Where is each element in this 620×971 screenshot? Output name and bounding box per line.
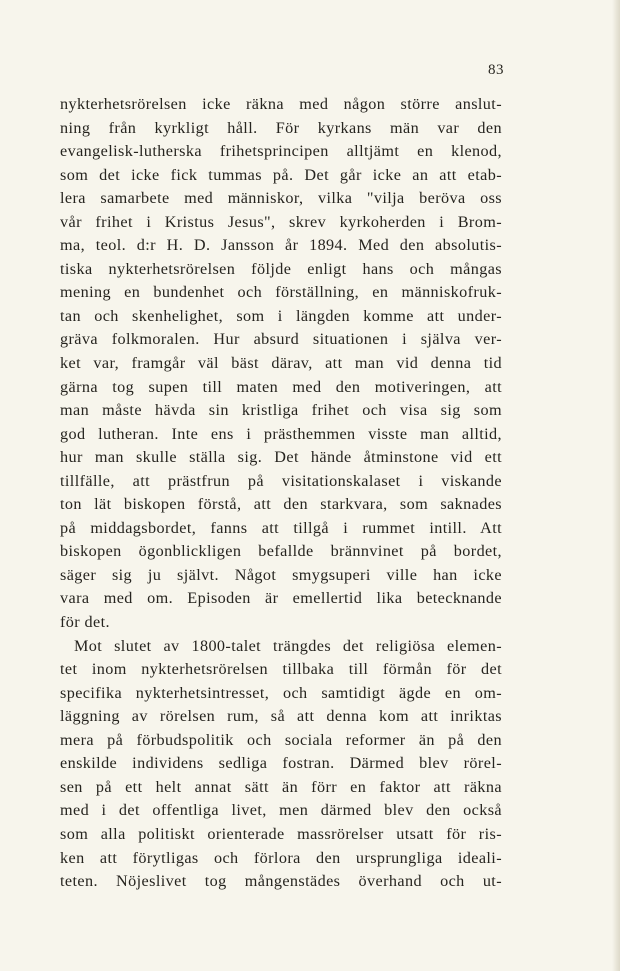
text-line: tillfälle, att prästfrun på visitationskalaset i viskande [60,471,502,490]
text-line: god lutheran. Inte ens i prästhemmen visste man alltid, [60,424,502,443]
text-line: tet inom nykterhetsrörelsen tillbaka till förmån för det [60,660,502,679]
text-line: nykterhetsrörelsen icke räkna med någon större anslut- [60,95,502,113]
text-line: ning från kyrkligt håll. För kyrkans män var den [60,118,502,137]
text-line: Mot slutet av 1800-talet trängdes det religiösa elemen- [74,636,502,655]
text-line: läggning av rörelsen rum, så att denna kom att inriktas [60,707,502,726]
text-line: med i det offentliga livet, men därmed blev den också [60,801,502,820]
text-line: teten. Nöjeslivet tog mångenstädes överhand och ut- [60,872,502,891]
text-line: biskopen ögonblickligen befallde brännvinet på bordet, [60,542,502,561]
text-line: gärna tog supen till maten med den motiveringen, att [60,377,502,396]
page-number: 83 [488,62,504,78]
text-line: ma, teol. d:r H. D. Jansson år 1894. Med den absolutis- [60,236,502,255]
text-line: gräva folkmoralen. Hur absurd situationen i själva ver- [60,330,502,349]
text-line: enskilde individens sedliga fostran. Därmed blev rörel- [60,754,502,773]
text-line: evangelisk-lutherska frihetsprincipen alltjämt en klenod, [60,142,502,161]
text-line: ket var, framgår väl bäst därav, att man vid denna tid [60,354,502,373]
text-line: mening en bundenhet och förställning, en människofruk- [60,283,502,302]
text-line: säger sig ju självt. Något smygsuperi ville han icke [60,565,502,584]
text-line: som alla politiskt orienterade massrörelser utsatt för ris- [60,824,502,843]
text-line: ken att förytligas och förlora den ursprungliga ideali- [60,848,502,867]
text-line: tiska nykterhetsrörelsen följde enligt hans och mångas [60,259,502,278]
text-line: vår frihet i Kristus Jesus", skrev kyrkoherden i Brom- [60,212,502,231]
text-line: ton lät biskopen förstå, att den starkvara, som saknades [60,495,502,514]
body-text [60,93,502,894]
text-line: på middagsbordet, fanns att tillgå i rummet intill. Att [60,518,502,537]
text-line: man måste hävda sin kristliga frihet och visa sig som [60,401,502,420]
text-line: lera samarbete med människor, vilka "vilja beröva oss [60,189,502,208]
text-line: för det. [60,613,110,632]
text-line: som det icke fick tummas på. Det går icke an att etab- [60,165,502,184]
text-line: tan och skenhelighet, som i längden komme att under- [60,306,502,325]
page-edge [612,0,620,971]
text-line: mera på förbudspolitik och sociala reformer än på den [60,730,502,749]
text-line: sen på ett helt annat sätt än förr en faktor att räkna [60,777,502,796]
text-line: specifika nykterhetsintresset, och samtidigt ägde en om- [60,683,502,702]
text-line: hur man skulle ställa sig. Det hände åtminstone vid ett [60,448,502,467]
text-line: vara med om. Episoden är emellertid lika betecknande [60,589,502,608]
